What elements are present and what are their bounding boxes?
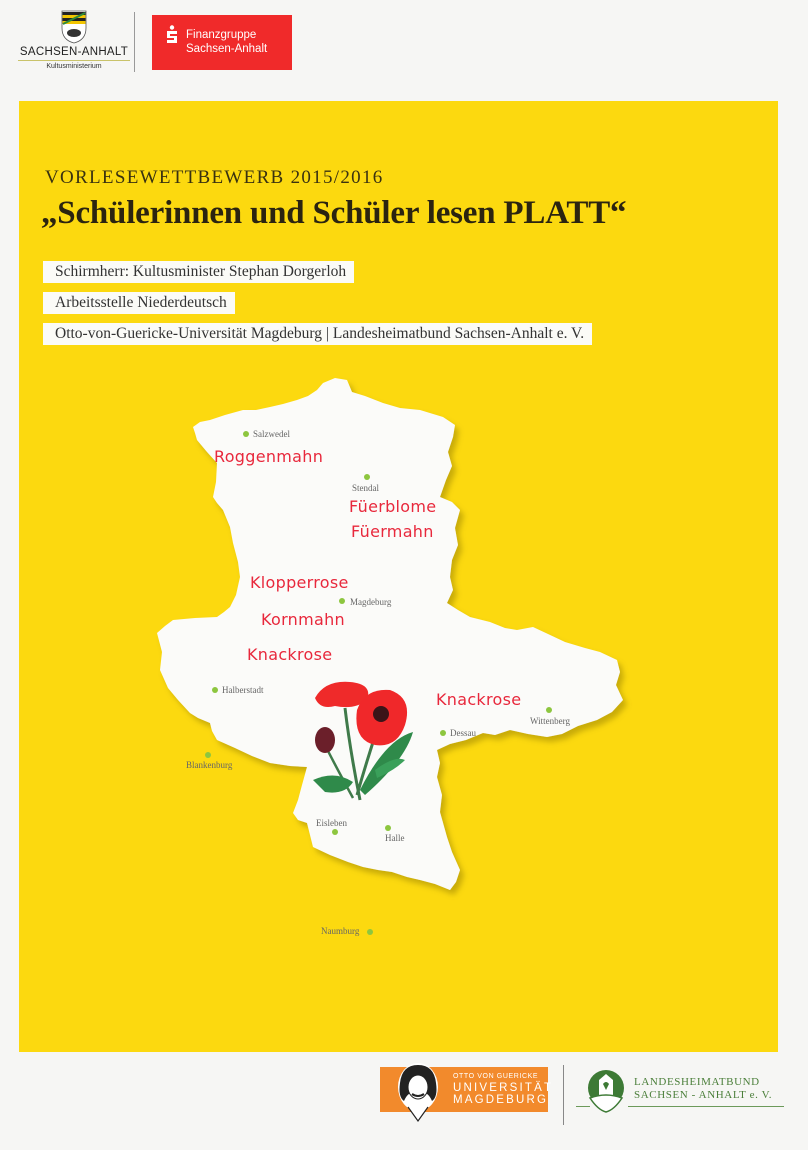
city-dot-icon — [243, 431, 249, 437]
tag-patron: Schirmherr: Kultusminister Stephan Dorgerloh — [43, 261, 354, 283]
city-dot-icon — [205, 752, 211, 758]
tag-partners: Otto-von-Guericke-Universität Magdeburg | Landesheimatbund Sachsen-Anhalt e. V. — [43, 323, 592, 345]
city-dot-icon — [385, 825, 391, 831]
plant-name-knackrose-west: Knackrose — [247, 645, 333, 664]
city-dot-icon — [364, 474, 370, 480]
city-dot-icon — [339, 598, 345, 604]
state-name: SACHSEN-ANHALT — [19, 46, 129, 58]
tag-arbeitsstelle: Arbeitsstelle Niederdeutsch — [43, 292, 235, 314]
guericke-portrait-icon — [392, 1061, 444, 1125]
ovgu-magdeburg-logo: OTTO VON GUERICKE UNIVERSITÄT MAGDEBURG — [380, 1067, 548, 1112]
competition-kicker: VORLESEWETTBEWERB 2015/2016 — [45, 167, 384, 188]
plant-name-fuermahn: Füermahn — [351, 522, 434, 541]
ministry-name: Kultusministerium — [46, 63, 102, 70]
poppy-flower-icon — [305, 670, 425, 810]
city-dot-icon — [367, 929, 373, 935]
divider — [628, 1106, 784, 1107]
city-dot-icon — [212, 687, 218, 693]
city-dot-icon — [546, 707, 552, 713]
sparkasse-text: Finanzgruppe Sachsen-Anhalt — [186, 29, 268, 55]
landesheimatbund-logo: LANDESHEIMATBUND SACHSEN - ANHALT e. V. — [576, 1066, 786, 1118]
page-title: „Schülerinnen und Schüler lesen PLATT“ — [41, 195, 627, 231]
city-dot-icon — [440, 730, 446, 736]
plant-name-fuerblome: Füerblome — [349, 497, 437, 516]
plant-name-knackrose-east: Knackrose — [436, 690, 522, 709]
plant-name-klopperrose: Klopperrose — [250, 573, 349, 592]
footer-divider — [563, 1065, 564, 1125]
landesheimatbund-emblem-icon — [584, 1068, 628, 1114]
city-dot-icon — [332, 829, 338, 835]
plant-name-roggenmahn: Roggenmahn — [214, 447, 324, 466]
plant-name-kornmahn: Kornmahn — [261, 610, 345, 629]
